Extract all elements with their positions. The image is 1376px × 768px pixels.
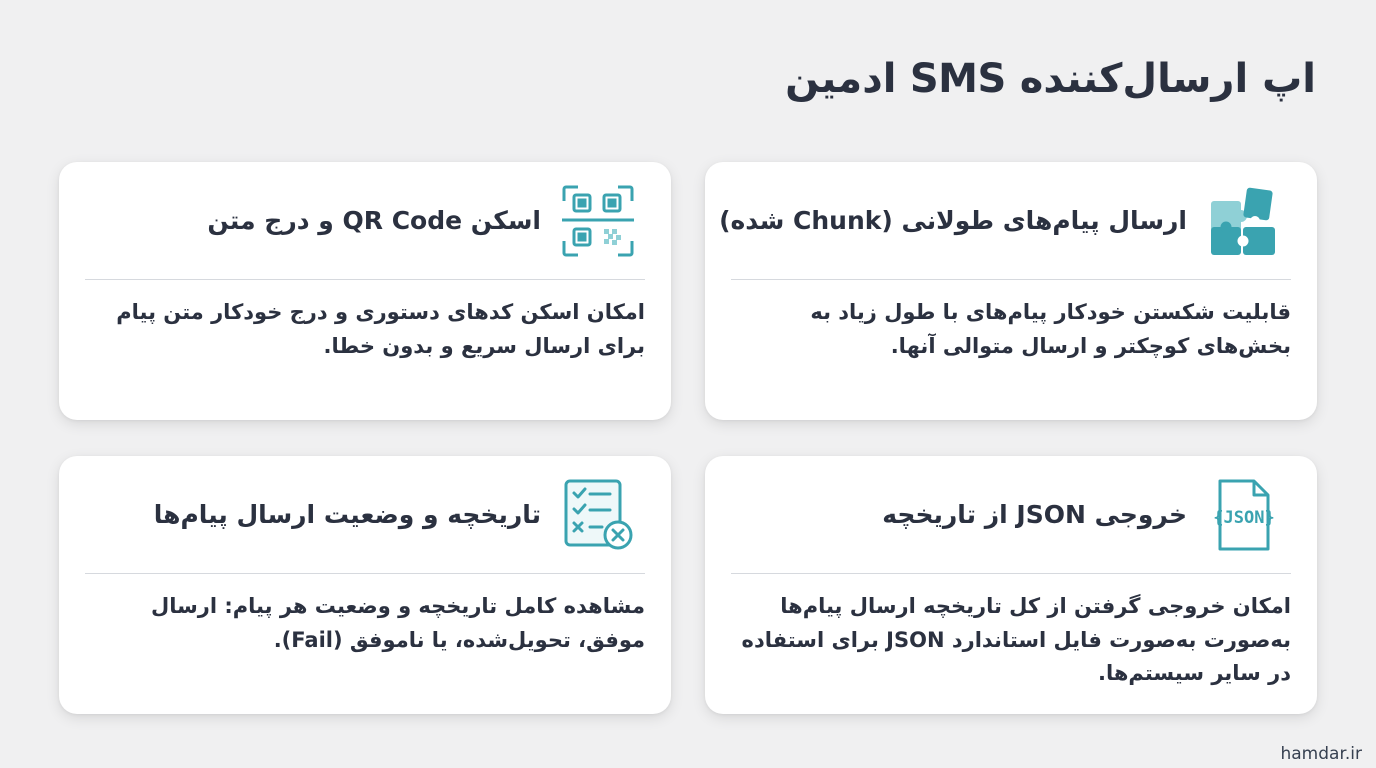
card-header (59, 162, 671, 279)
card-header (59, 456, 671, 573)
card-description: امکان خروجی گرفتن از کل تاریخچه ارسال پیام‌ها به‌صورت به‌صورت فایل استاندارد JSON برای استفاده در سایر سیستم‌ها. (741, 594, 1291, 686)
card-description: مشاهده کامل تاریخچه و وضعیت هر پیام: ارسال موفق، تحویل‌شده، یا ناموفق (Fail). (151, 594, 645, 652)
feature-card-chunked-messages (705, 162, 1317, 420)
svg-text:{JSON}: {JSON} (1213, 507, 1275, 528)
card-title: اسکن QR Code و درج متن (207, 206, 541, 235)
card-title: تاریخچه و وضعیت ارسال پیام‌ها (153, 500, 541, 529)
card-header (705, 456, 1317, 573)
card-header (705, 162, 1317, 279)
watermark: hamdar.ir (1280, 744, 1362, 764)
card-title: خروجی JSON از تاریخچه (882, 500, 1187, 529)
page-title: اپ ارسال‌کننده SMS ادمین (785, 56, 1316, 102)
feature-card-qr-code (59, 162, 671, 420)
feature-card-json-export (705, 456, 1317, 714)
card-title: ارسال پیام‌های طولانی (Chunk شده) (719, 206, 1187, 235)
card-description: امکان اسکن کدهای دستوری و درج خودکار متن پیام برای ارسال سریع و بدون خطا. (116, 300, 645, 358)
feature-card-history-status (59, 456, 671, 714)
json-file-icon (1203, 474, 1285, 556)
puzzle-icon (1203, 180, 1285, 262)
card-description: قابلیت شکستن خودکار پیام‌های با طول زیاد به بخش‌های کوچکتر و ارسال متوالی آنها. (810, 300, 1291, 358)
qr-code-icon (557, 180, 639, 262)
checklist-icon (557, 474, 639, 556)
